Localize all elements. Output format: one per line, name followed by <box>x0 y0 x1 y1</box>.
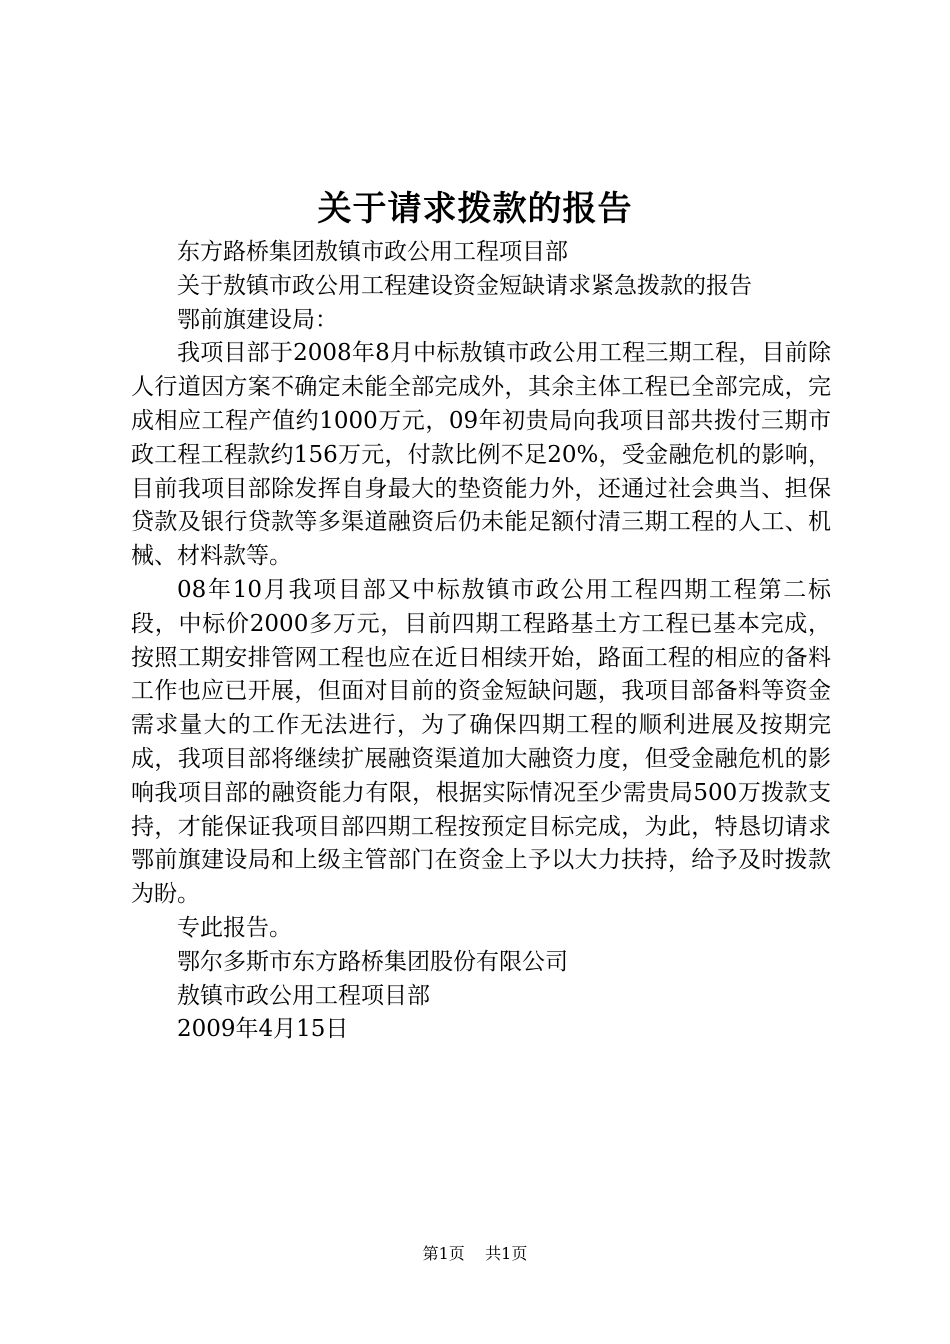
document-title: 关于请求拨款的报告 <box>317 189 633 229</box>
body-paragraph-1: 我项目部于2008年8月中标敖镇市政公用工程三期工程，目前除人行道因方案不确定未能全部完成外，其余主体工程已全部完成，完成相应工程产值约1000万元，09年初贵局向我项目部共拨付三期市政工程工程款约156万元，付款比例不足20%，受金融危机的影响，目前我项目部除发挥自身最大的垫资能力外，还通过社会典当、担保贷款及银行贷款等多渠道融资后仍未能足额付清三期工程的人工、机械、材料款等。 <box>131 340 831 570</box>
recipient-line: 鄂前旗建设局： <box>177 306 338 333</box>
body-paragraph-2: 08年10月我项目部又中标敖镇市政公用工程四期工程第二标段，中标价2000多万元，目前四期工程路基土方工程已基本完成，按照工期安排管网工程也应在近日相续开始，路面工程的相应的备料工作也应已开展，但面对目前的资金短缺问题，我项目部备料等资金需求量大的工作无法进行，为了确保四期工程的顺利进展及按期完成，我项目部将继续扩展融资渠道加大融资力度，但受金融危机的影响我项目部的融资能力有限，根据实际情况至少需贵局500万拨款支持，才能保证我项目部四期工程按预定目标完成，为此，特恳切请求鄂前旗建设局和上级主管部门在资金上予以大力扶持，给予及时拨款为盼。 <box>131 576 831 908</box>
footer-separator <box>470 1244 480 1263</box>
org-line: 东方路桥集团敖镇市政公用工程项目部 <box>177 239 568 265</box>
signature-dept: 敖镇市政公用工程项目部 <box>177 982 430 1009</box>
page-number-current: 第1页 <box>422 1244 465 1263</box>
page-number-total: 共1页 <box>485 1244 528 1263</box>
document-body <box>131 236 831 1047</box>
closing-line: 专此报告。 <box>177 914 292 941</box>
subject-line: 关于敖镇市政公用工程建设资金短缺请求紧急拨款的报告 <box>177 272 752 299</box>
signature-company: 鄂尔多斯市东方路桥集团股份有限公司 <box>177 948 568 975</box>
document-date: 2009年4月15日 <box>177 1016 349 1043</box>
page-footer <box>0 1242 950 1266</box>
